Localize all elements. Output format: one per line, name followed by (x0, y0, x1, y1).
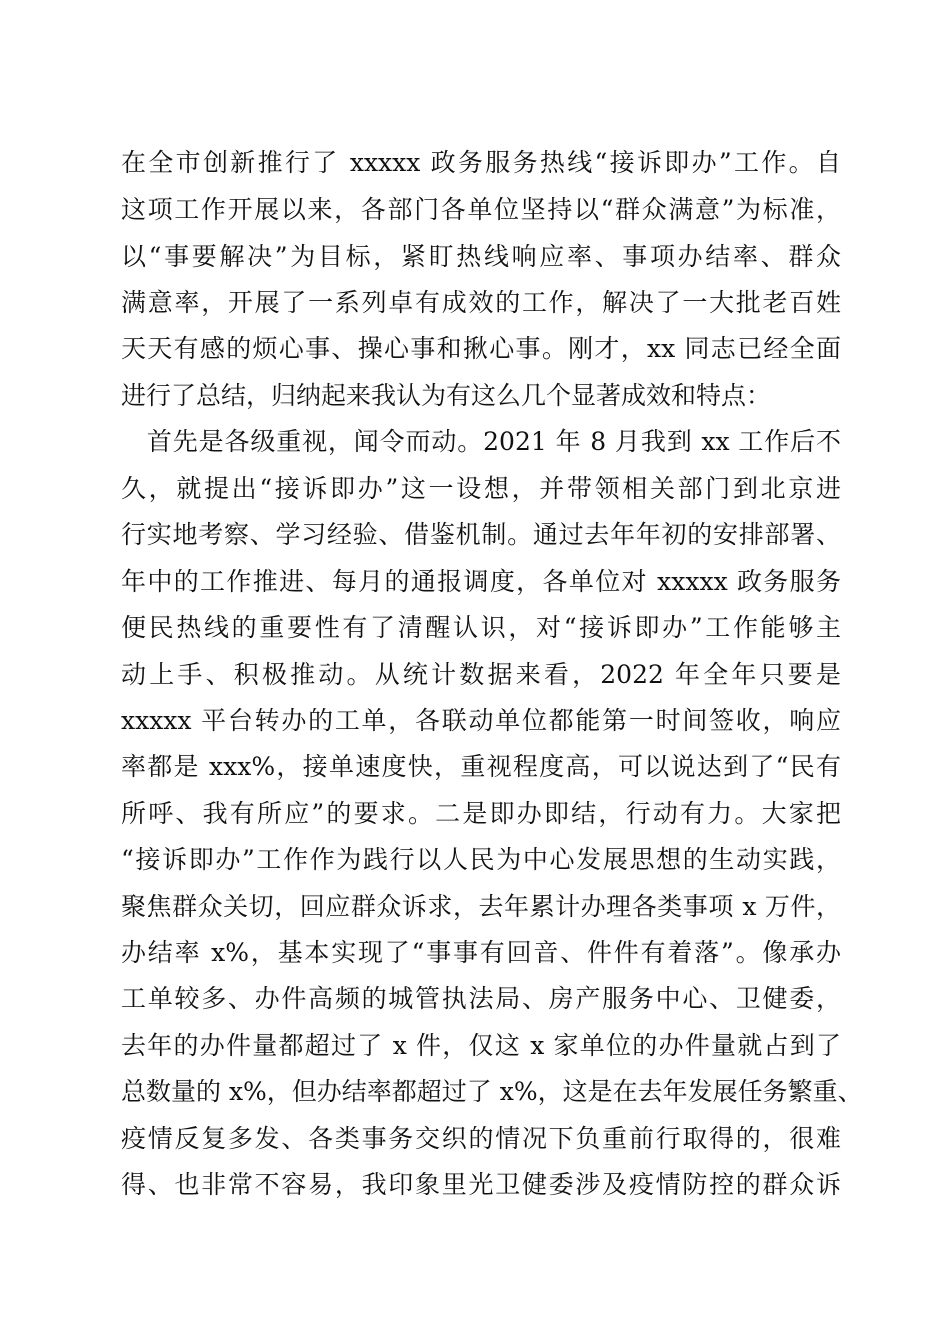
text-line-8: 久，就提出“接诉即办”这一设想，并带领相关部门到北京进 (121, 474, 841, 503)
text-line-17: 聚焦群众关切，回应群众诉求，去年累计办理各类事项 x 万件， (121, 892, 841, 921)
text-line-13: xxxxx 平台转办的工单，各联动单位都能第一时间签收，响应 (121, 706, 841, 735)
text-line-4: 满意率，开展了一系列卓有成效的工作，解决了一大批老百姓 (121, 288, 841, 317)
text-line-14: 率都是 xxx%，接单速度快，重视程度高，可以说达到了“民有 (121, 752, 841, 781)
text-line-23: 得、也非常不容易，我印象里光卫健委涉及疫情防控的群众诉 (121, 1170, 841, 1199)
text-line-19: 工单较多、办件高频的城管执法局、房产服务中心、卫健委， (121, 984, 841, 1013)
text-line-2: 这项工作开展以来，各部门各单位坚持以“群众满意”为标准， (121, 195, 841, 224)
text-line-7: 首先是各级重视，闻令而动。2021 年 8 月我到 xx 工作后不 (121, 427, 841, 456)
text-line-18: 办结率 x%，基本实现了“事事有回音、件件有着落”。像承办 (121, 938, 841, 967)
text-line-11: 便民热线的重要性有了清醒认识，对“接诉即办”工作能够主 (121, 613, 841, 642)
text-line-10: 年中的工作推进、每月的通报调度，各单位对 xxxxx 政务服务 (121, 567, 841, 596)
text-line-5: 天天有感的烦心事、操心事和揪心事。刚才，xx 同志已经全面 (121, 334, 841, 363)
text-line-6: 进行了总结，归纳起来我认为有这么几个显著成效和特点： (121, 381, 772, 410)
text-line-3: 以“事要解决”为目标，紧盯热线响应率、事项办结率、群众 (121, 242, 841, 271)
text-line-20: 去年的办件量都超过了 x 件，仅这 x 家单位的办件量就占到了 (121, 1031, 841, 1060)
text-line-1: 在全市创新推行了 xxxxx 政务服务热线“接诉即办”工作。自 (121, 148, 841, 177)
text-line-21: 总数量的 x%，但办结率都超过了 x%，这是在去年发展任务繁重、 (121, 1077, 863, 1106)
text-line-15: 所呼、我有所应”的要求。二是即办即结，行动有力。大家把 (121, 799, 841, 828)
text-line-16: “接诉即办”工作作为践行以人民为中心发展思想的生动实践， (121, 845, 841, 874)
text-line-22: 疫情反复多发、各类事务交织的情况下负重前行取得的，很难 (121, 1124, 841, 1153)
text-line-12: 动上手、积极推动。从统计数据来看，2022 年全年只要是 (121, 660, 841, 689)
text-line-9: 行实地考察、学习经验、借鉴机制。通过去年年初的安排部署、 (121, 520, 841, 549)
